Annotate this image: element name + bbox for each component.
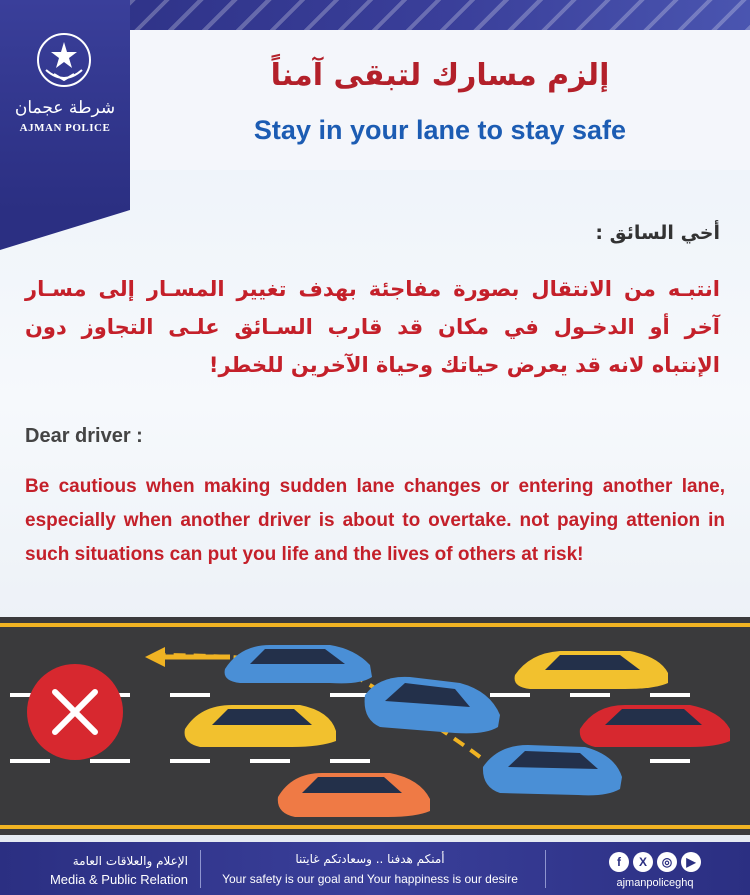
slogan-english: Your safety is our goal and Your happiness is our desire [222,872,518,886]
title-arabic: إلزم مسارك لتبقى آمناً [270,58,610,93]
car-orange [278,773,430,817]
message-english: Be cautious when making sudden lane changes or entering another lane, especially when another driver is about to overtake. not paying attenion in such situations can put you life and the lives of others at risk! [25,476,725,565]
footer-bar [0,842,750,895]
logo-panel [0,0,130,210]
logo-arabic-text: شرطة عجمان [14,98,116,118]
x-icon[interactable]: X [633,852,653,872]
youtube-icon[interactable]: ▶ [681,852,701,872]
footer-divider [545,850,546,888]
road-illustration [0,617,750,835]
slogan-arabic: أمنكم هدفنا .. وسعادتكم غايتنا [295,852,445,866]
no-entry-sign [27,664,123,760]
greeting-english: Dear driver : [25,425,143,447]
police-emblem-icon [32,30,96,94]
car-yellow-right [515,651,668,689]
footer-slogan [200,842,540,895]
car-yellow-left [185,705,336,747]
department-arabic: الإعلام والعلاقات العامة [72,854,188,868]
greeting-arabic: أخي السائق : [595,222,720,244]
social-handle[interactable]: ajmanpoliceghq [616,877,694,889]
instagram-icon[interactable]: ◎ [657,852,677,872]
department-english: Media & Public Relation [49,872,188,887]
facebook-icon[interactable]: f [609,852,629,872]
logo-english-text: AJMAN POLICE [19,122,111,134]
car-red [580,705,730,747]
message-arabic: انتبـه من الانتقال بصورة مفاجئة بهدف تغيير المسـار إلى مسـار آخر أو الدخـول في مكان قد قارب السـائق علـى التجاوز دون الإنتباه لانه قد يعرض حياتك وحياة الآخرين للخطر! [25,277,720,377]
title-english: Stay in your lane to stay safe [253,115,627,145]
footer-department [0,842,200,895]
title-box [130,30,750,170]
footer-social [585,848,725,893]
